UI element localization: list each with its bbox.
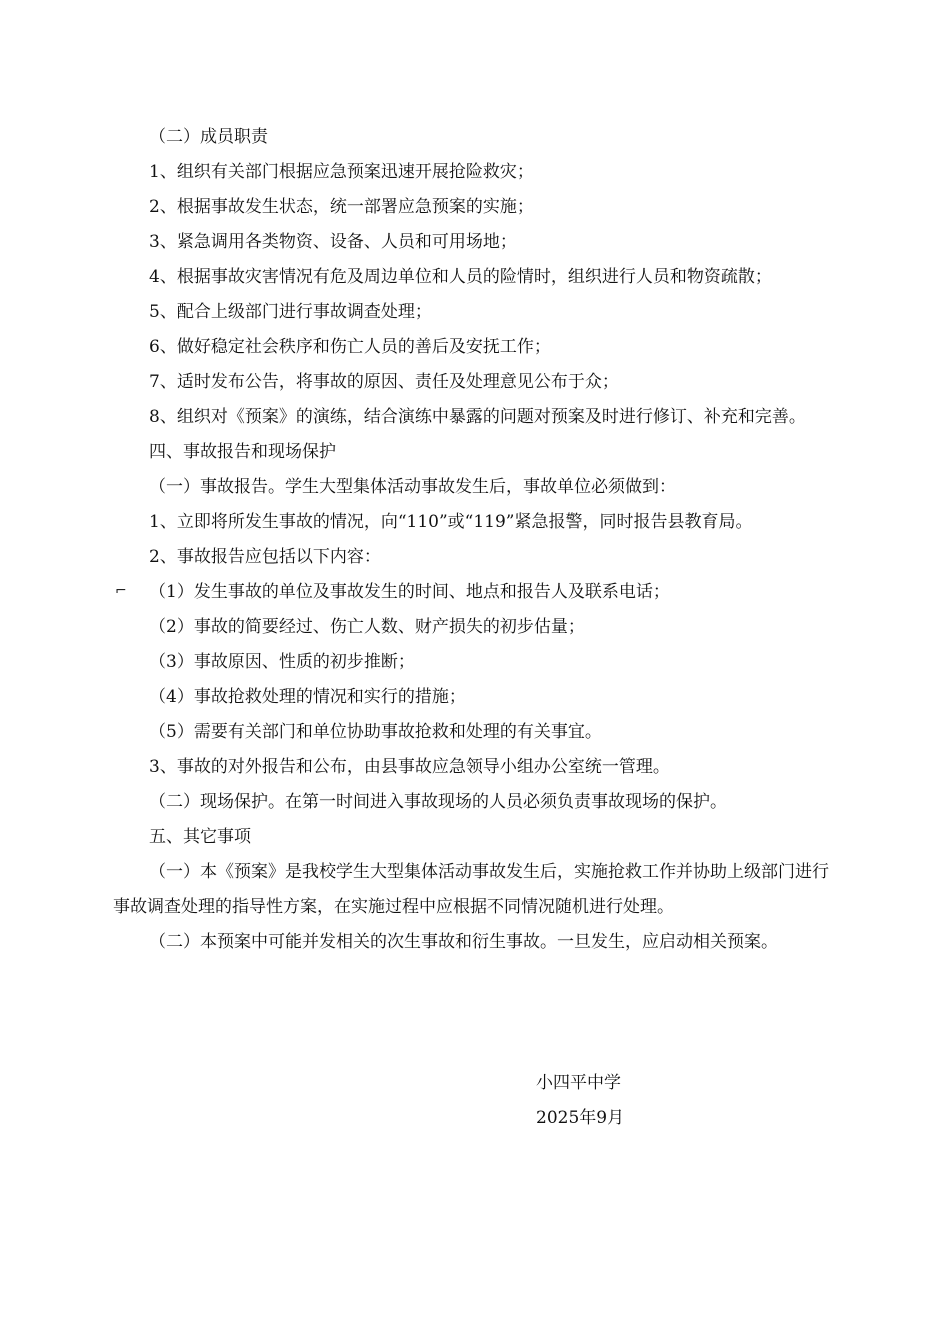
paragraph: （一）事故报告。学生大型集体活动事故发生后，事故单位必须做到： [149, 477, 676, 497]
section-heading-other-matters: 五、其它事项 [149, 827, 251, 847]
paragraph: 2、根据事故发生状态，统一部署应急预案的实施； [149, 197, 534, 217]
paragraph: 5、配合上级部门进行事故调查处理； [149, 302, 432, 322]
list-item: （2）事故的简要经过、伤亡人数、财产损失的初步估量； [149, 617, 585, 637]
section-heading-member-duties: （二）成员职责 [149, 127, 268, 147]
signature-date: 2025年9月 [536, 1108, 625, 1128]
list-item: （4）事故抢救处理的情况和实行的措施； [149, 687, 466, 707]
paragraph: 3、事故的对外报告和公布，由县事故应急领导小组办公室统一管理。 [149, 757, 670, 777]
paragraph: 2、事故报告应包括以下内容： [149, 547, 381, 567]
paragraph: （二）现场保护。在第一时间进入事故现场的人员必须负责事故现场的保护。 [149, 792, 727, 812]
paragraph: 1、立即将所发生事故的情况，向“110”或“119”紧急报警，同时报告县教育局。 [149, 512, 753, 532]
list-item: （3）事故原因、性质的初步推断； [149, 652, 415, 672]
paragraph: （一）本《预案》是我校学生大型集体活动事故发生后，实施抢救工作并协助上级部门进行事故调查处理的指导性方案，在实施过程中应根据不同情况随机进行处理。 [113, 862, 829, 917]
paragraph: 1、组织有关部门根据应急预案迅速开展抢险救灾； [149, 162, 534, 182]
paragraph: 6、做好稳定社会秩序和伤亡人员的善后及安抚工作； [149, 337, 551, 357]
list-item: （5）需要有关部门和单位协助事故抢救和处理的有关事宜。 [149, 722, 602, 742]
paragraph: 8、组织对《预案》的演练，结合演练中暴露的问题对预案及时进行修订、补充和完善。 [149, 407, 806, 427]
list-item: （1）发生事故的单位及事故发生的时间、地点和报告人及联系电话； [149, 582, 670, 602]
signature-block [536, 1066, 736, 1136]
paragraph: 3、紧急调用各类物资、设备、人员和可用场地； [149, 232, 517, 252]
signature-organization: 小四平中学 [536, 1073, 621, 1093]
paragraph: 7、适时发布公告，将事故的原因、责任及处理意见公布于众； [149, 372, 619, 392]
margin-mark-icon: ⌐ [115, 583, 127, 599]
section-heading-report-protection: 四、事故报告和现场保护 [149, 442, 336, 462]
paragraph: （二）本预案中可能并发相关的次生事故和衍生事故。一旦发生，应启动相关预案。 [149, 932, 778, 952]
document-body [113, 120, 843, 960]
paragraph: 4、根据事故灾害情况有危及周边单位和人员的险情时，组织进行人员和物资疏散； [149, 267, 772, 287]
